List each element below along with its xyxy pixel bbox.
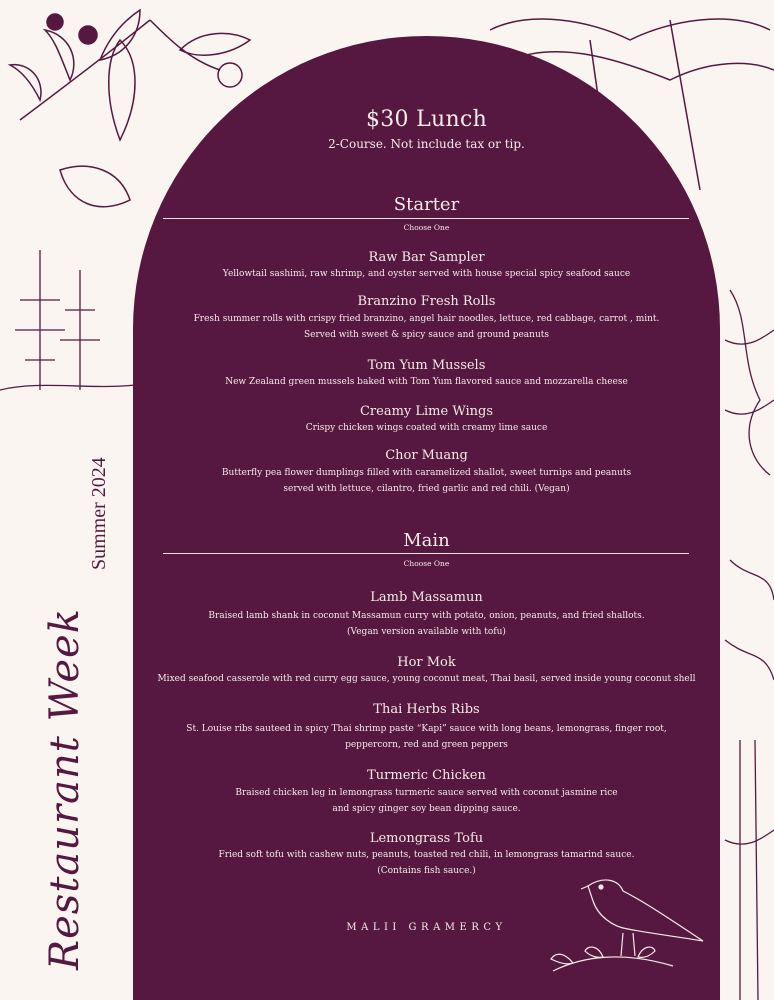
dish-description: served with lettuce, cilantro, fried garlic and red chili. (Vegan) xyxy=(283,484,570,494)
dish-description: Crispy chicken wings coated with creamy lime sauce xyxy=(305,423,548,433)
section-title-starter: Starter xyxy=(393,194,460,215)
tree-illustration-icon xyxy=(720,280,774,480)
divider xyxy=(163,553,689,554)
dish-description: peppercorn, red and green peppers xyxy=(345,740,508,750)
side-script-title: Restaurant Week xyxy=(42,608,88,970)
menu-panel xyxy=(133,36,720,1000)
dish-name: Chor Muang xyxy=(385,448,468,463)
dish-name: Branzino Fresh Rolls xyxy=(357,294,496,309)
dish-name: Thai Herbs Ribs xyxy=(373,702,480,717)
dish-description: (Contains fish sauce.) xyxy=(377,866,476,876)
dish-description: Fresh summer rolls with crispy fried branzino, angel hair noodles, lettuce, red cabbage, carrot , mint. xyxy=(193,314,660,324)
choose-note: Choose One xyxy=(403,223,450,232)
dish-description: Served with sweet & spicy sauce and ground peanuts xyxy=(303,330,550,340)
dish-name: Turmeric Chicken xyxy=(367,768,486,783)
tree-illustration-icon xyxy=(720,540,774,1000)
dish-name: Raw Bar Sampler xyxy=(368,250,485,265)
dish-description: Fried soft tofu with cashew nuts, peanuts, toasted red chili, in lemongrass tamarind sauce. xyxy=(218,850,635,860)
page-title: $30 Lunch xyxy=(365,107,488,132)
divider xyxy=(163,218,689,219)
bird-on-branch-icon xyxy=(543,871,713,981)
dish-description: Butterfly pea flower dumplings filled with caramelized shallot, sweet turnips and peanuts xyxy=(221,468,632,478)
dish-name: Lamb Massamun xyxy=(370,590,483,605)
dish-description: (Vegan version available with tofu) xyxy=(347,627,506,637)
dish-description: New Zealand green mussels baked with Tom Yum flavored sauce and mozzarella cheese xyxy=(225,377,628,387)
page-subtitle: 2-Course. Not include tax or tip. xyxy=(328,137,525,151)
dish-description: Yellowtail sashimi, raw shrimp, and oyster served with house special spicy seafood sauce xyxy=(222,269,631,279)
dish-description: and spicy ginger soy bean dipping sauce. xyxy=(332,804,521,814)
section-title-main: Main xyxy=(403,530,450,551)
dish-description: St. Louise ribs sauteed in spicy Thai shrimp paste “Kapi” sauce with long beans, lemongrass, finger root, xyxy=(186,724,667,734)
dish-description: Braised chicken leg in lemongrass turmeric sauce served with coconut jasmine rice xyxy=(235,788,618,798)
restaurant-name: MALII GRAMERCY xyxy=(346,922,507,933)
tree-illustration-icon xyxy=(0,240,135,410)
dish-name: Tom Yum Mussels xyxy=(367,358,486,373)
dish-name: Hor Mok xyxy=(397,655,456,670)
side-subtitle: Summer 2024 xyxy=(88,457,110,570)
dish-name: Lemongrass Tofu xyxy=(369,831,484,846)
dish-name: Creamy Lime Wings xyxy=(359,404,493,419)
dish-description: Mixed seafood casserole with red curry egg sauce, young coconut meat, Thai basil, served inside young coconut shell xyxy=(157,674,696,684)
dish-description: Braised lamb shank in coconut Massamun curry with potato, onion, peanuts, and fried shallots. xyxy=(208,611,645,621)
choose-note: Choose One xyxy=(403,559,450,568)
